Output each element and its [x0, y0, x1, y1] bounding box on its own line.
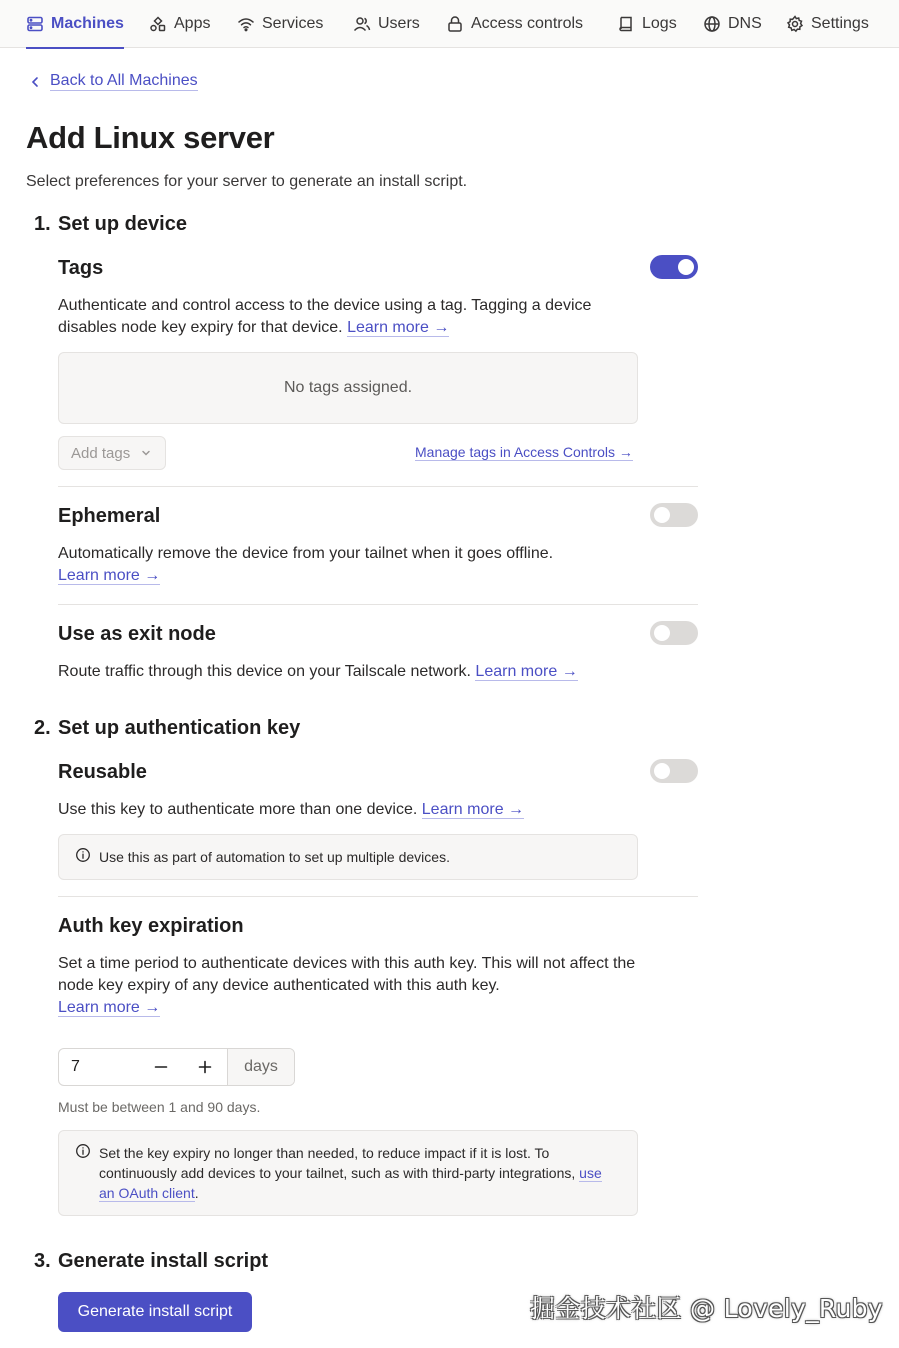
toggle-knob: [654, 763, 670, 779]
increment-button[interactable]: [183, 1049, 227, 1085]
nav-tab-label: Logs: [642, 15, 677, 32]
exit-node-learn-more-link[interactable]: Learn more →: [475, 663, 578, 680]
ephemeral-title: Ephemeral: [58, 505, 161, 527]
tags-learn-more-link[interactable]: Learn more →: [347, 319, 450, 336]
reusable-info-box: [58, 834, 638, 880]
step-2-heading: [34, 717, 301, 740]
expiration-days-input[interactable]: 7: [71, 1058, 80, 1075]
reusable-description-text: Use this key to authenticate more than one device.: [58, 801, 418, 818]
expiration-title: Auth key expiration: [58, 915, 244, 937]
divider: [58, 896, 698, 897]
toggle-knob: [654, 625, 670, 641]
ephemeral-toggle[interactable]: [650, 503, 698, 527]
add-tags-label: Add tags: [71, 444, 131, 462]
reusable-toggle[interactable]: [650, 759, 698, 783]
expiration-description: [58, 953, 638, 1019]
oauth-client-link[interactable]: use an OAuth client: [99, 1165, 602, 1201]
tags-empty-text: No tags assigned.: [283, 379, 413, 396]
nav-tab-label: DNS: [728, 15, 762, 32]
add-tags-dropdown[interactable]: [58, 436, 166, 470]
ephemeral-description-text: Automatically remove the device from your tailnet when it goes offline.: [58, 545, 554, 562]
expiration-info-end: .: [194, 1185, 199, 1201]
step-number: 2.: [34, 717, 51, 739]
exit-node-description-text: Route traffic through this device on your Tailscale network.: [58, 663, 471, 680]
nav-tab-label: Services: [262, 15, 324, 32]
expiration-info-box: [58, 1130, 638, 1216]
apps-icon: [149, 15, 167, 33]
ephemeral-description: [58, 543, 638, 587]
nav-tab-logs[interactable]: [617, 0, 677, 48]
tags-toggle[interactable]: [650, 255, 698, 279]
expiration-hint: Must be between 1 and 90 days.: [58, 1099, 261, 1115]
nav-tab-label: Users: [378, 15, 420, 32]
tags-title: Tags: [58, 257, 104, 279]
wifi-icon: [237, 15, 255, 33]
reusable-description: [58, 799, 678, 821]
days-unit-label: days: [227, 1049, 294, 1085]
divider: [58, 486, 698, 487]
top-navigation: [0, 0, 899, 48]
generate-install-script-button[interactable]: Generate install script: [58, 1292, 252, 1332]
toggle-knob: [678, 259, 694, 275]
exit-node-toggle[interactable]: [650, 621, 698, 645]
info-icon: [75, 1143, 91, 1159]
reusable-info-text: Use this as part of automation to set up multiple devices.: [99, 849, 450, 865]
gear-icon: [786, 15, 804, 33]
expiration-info-body: Set the key expiry no longer than needed, to reduce impact if it is lost. To continuously add devices to your tailnet, such as with third-party integrations,: [99, 1145, 576, 1181]
expiration-description-text: Set a time period to authenticate devices with this auth key. This will not affect the node key expiry of any device authenticated with this auth key.: [58, 955, 636, 994]
decrement-button[interactable]: [139, 1049, 183, 1085]
nav-tab-services[interactable]: [237, 0, 323, 48]
nav-tab-machines[interactable]: [26, 0, 124, 48]
step-1-heading: [34, 213, 187, 236]
reusable-learn-more-link[interactable]: Learn more →: [421, 801, 525, 818]
manage-tags-link[interactable]: Manage tags in Access Controls →: [415, 444, 633, 460]
step-number: 3.: [34, 1250, 51, 1272]
plus-icon: [198, 1060, 212, 1074]
minus-icon: [154, 1060, 168, 1074]
users-icon: [353, 15, 371, 33]
back-link[interactable]: [28, 72, 198, 91]
nav-tab-label: Access controls: [471, 15, 584, 32]
step-title: Set up device: [58, 213, 187, 235]
chevron-left-icon: [28, 75, 42, 89]
watermark: 掘金技术社区 @ Lovely_Ruby: [530, 1294, 883, 1323]
tags-description: [58, 295, 638, 339]
expiration-info-text: [59, 1131, 637, 1215]
nav-tab-label: Settings: [811, 15, 869, 32]
step-title: Set up authentication key: [58, 717, 301, 739]
ephemeral-learn-more-link[interactable]: Learn more →: [58, 567, 161, 584]
book-icon: [617, 15, 635, 33]
info-icon: [75, 847, 91, 863]
step-title: Generate install script: [58, 1250, 269, 1272]
nav-tab-dns[interactable]: [703, 0, 762, 48]
nav-tab-label: Apps: [174, 15, 211, 32]
chevron-down-icon: [140, 447, 152, 459]
nav-tab-access-controls[interactable]: [446, 0, 583, 48]
tags-description-text: Authenticate and control access to the device using a tag. Tagging a device disables node key expiry for that device.: [58, 297, 592, 336]
toggle-knob: [654, 507, 670, 523]
server-icon: [26, 15, 44, 33]
divider: [58, 604, 698, 605]
step-number: 1.: [34, 213, 51, 235]
expiration-learn-more-link[interactable]: Learn more →: [58, 999, 161, 1016]
step-3-heading: [34, 1250, 269, 1273]
lock-icon: [446, 15, 464, 33]
tags-empty-state: [58, 352, 638, 424]
globe-icon: [703, 15, 721, 33]
page-subtitle: Select preferences for your server to generate an install script.: [26, 173, 468, 190]
expiration-days-stepper: [58, 1048, 295, 1086]
exit-node-description: [58, 661, 678, 683]
exit-node-title: Use as exit node: [58, 623, 216, 645]
nav-tab-settings[interactable]: [786, 0, 869, 48]
nav-tab-users[interactable]: [353, 0, 420, 48]
back-link-label: Back to All Machines: [50, 72, 198, 89]
nav-tab-label: Machines: [51, 15, 124, 32]
page-title: Add Linux server: [26, 120, 275, 155]
reusable-title: Reusable: [58, 761, 147, 783]
nav-tab-apps[interactable]: [149, 0, 210, 48]
